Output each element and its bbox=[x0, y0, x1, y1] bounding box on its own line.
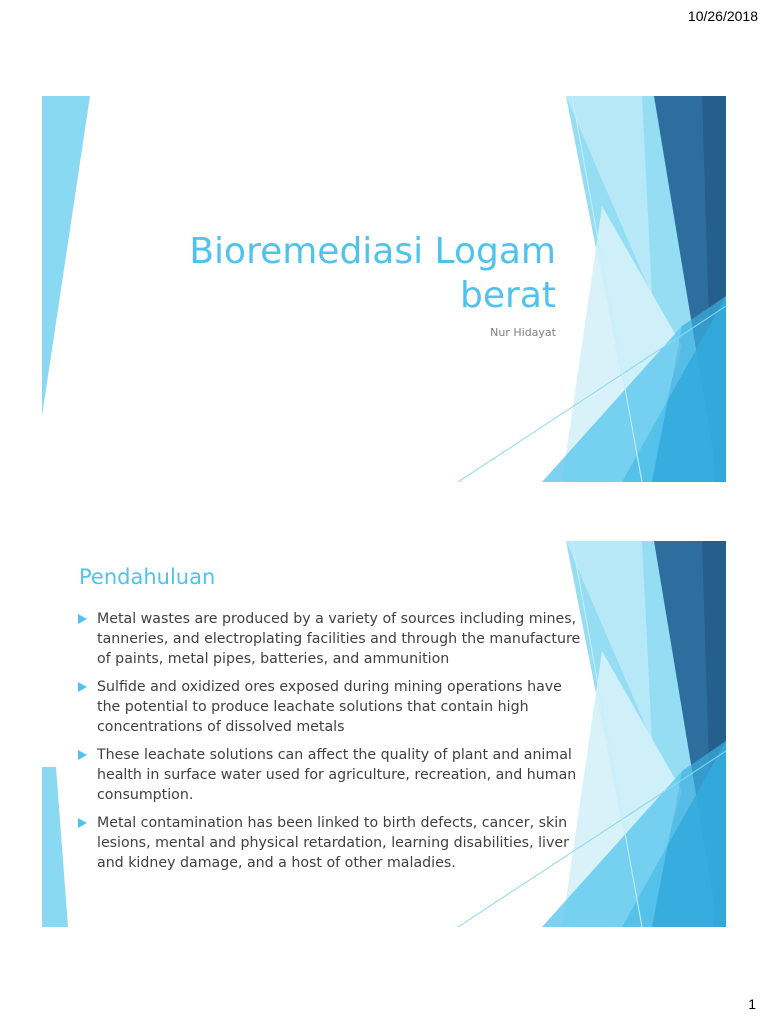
left-accent-shape bbox=[42, 767, 68, 927]
bullet-text: These leachate solutions can affect the quality of plant and animal health in surface water used for agriculture, recreation, and human consumption. bbox=[97, 747, 577, 803]
slide-1-title: Bioremediasi Logam berat bbox=[189, 231, 556, 316]
bullet-item bbox=[78, 677, 588, 737]
bullet-item bbox=[78, 813, 588, 873]
triangle-bullet-icon bbox=[78, 682, 87, 692]
print-date: 10/26/2018 bbox=[687, 8, 758, 24]
left-accent-shape bbox=[42, 96, 90, 416]
slide-1-subtitle: Nur Hidayat bbox=[490, 326, 556, 339]
page-number: 1 bbox=[748, 996, 756, 1012]
slide-2-title: Pendahuluan bbox=[79, 565, 216, 589]
bullet-text: Metal wastes are produced by a variety of sources including mines, tanneries, and electroplating facilities and through the manufacture of paints, metal pipes, batteries, and ammunition bbox=[97, 611, 581, 667]
triangle-bullet-icon bbox=[78, 614, 87, 624]
slide-1 bbox=[42, 96, 726, 482]
bullet-text: Sulfide and oxidized ores exposed during mining operations have the potential to produce leachate solutions that contain high concentrations of dissolved metals bbox=[97, 679, 562, 735]
bullet-item bbox=[78, 745, 588, 805]
bullet-text: Metal contamination has been linked to birth defects, cancer, skin lesions, mental and physical retardation, learning disabilities, liver and kidney damage, and a host of other maladies. bbox=[97, 815, 569, 871]
slide-2 bbox=[42, 541, 726, 927]
bullet-item bbox=[78, 609, 588, 669]
triangle-bullet-icon bbox=[78, 818, 87, 828]
triangle-bullet-icon bbox=[78, 750, 87, 760]
bullet-list bbox=[78, 609, 588, 881]
